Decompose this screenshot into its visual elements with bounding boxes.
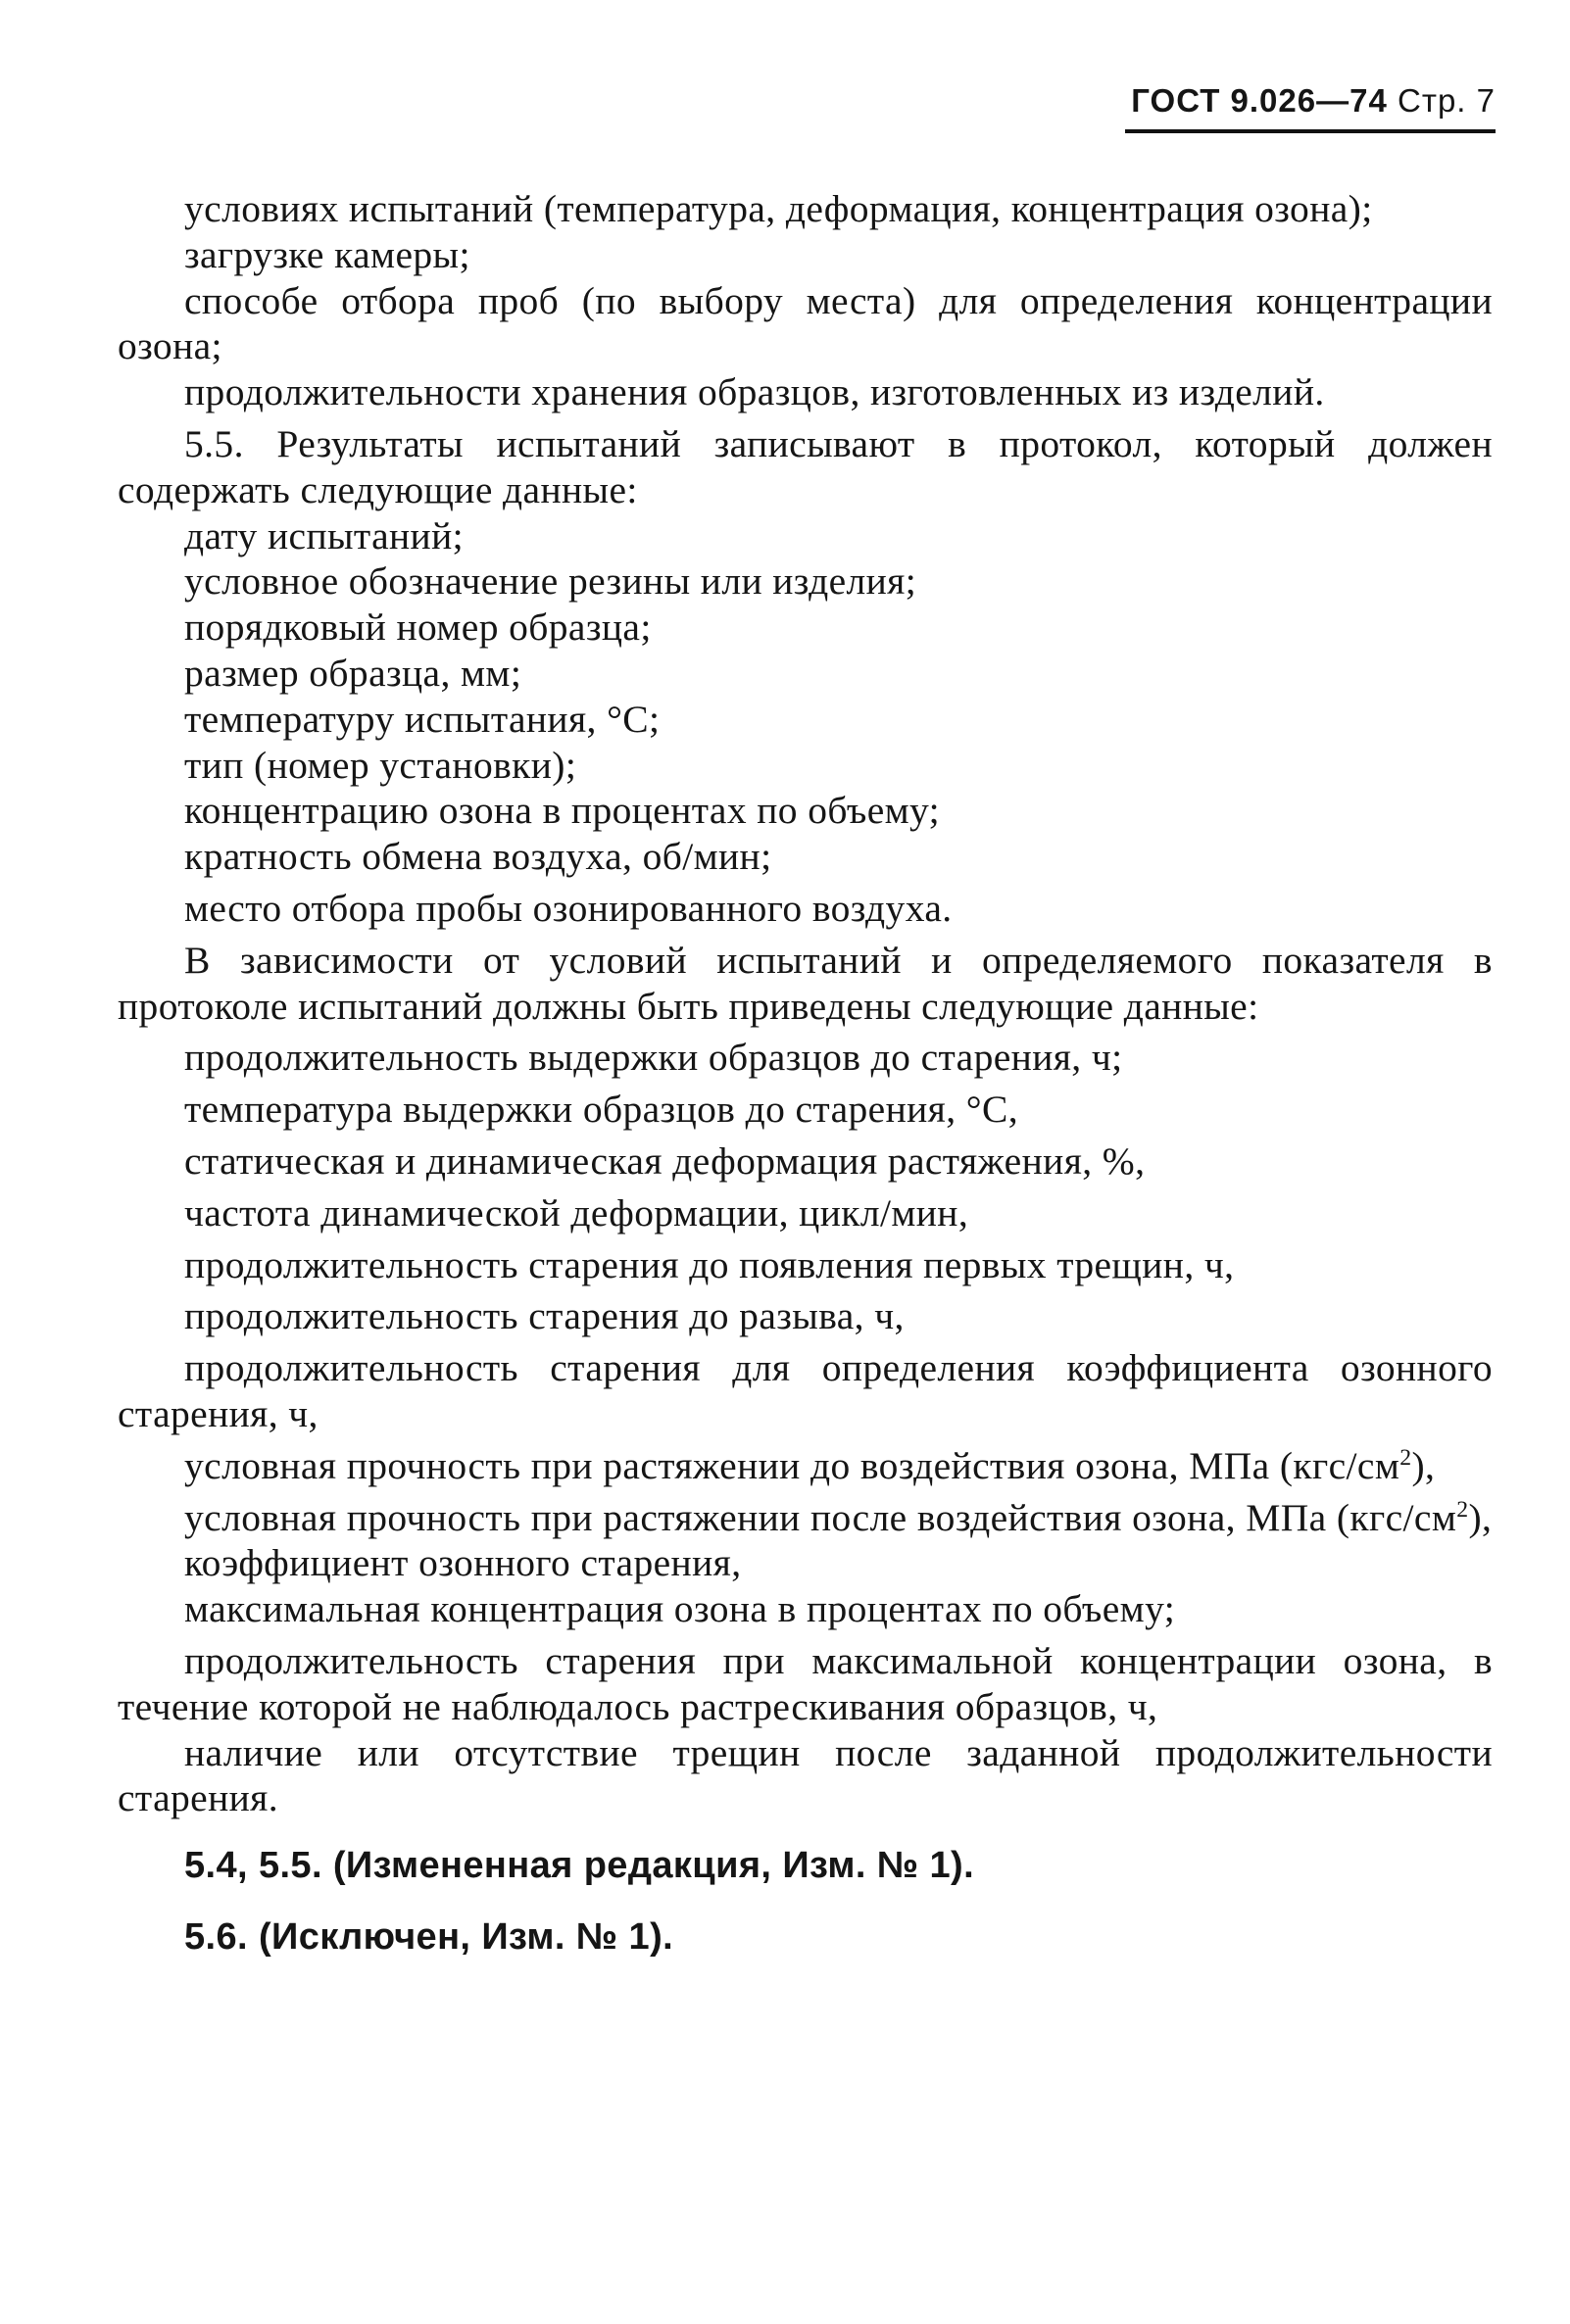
list-item: максимальная концентрация озона в процентах по объему; [184,1587,1176,1631]
list-item-text: условная прочность при растяжении до воздействия озона, [184,1443,1179,1487]
unit-exponent: 2 [1456,1496,1469,1523]
list-item: продолжительность старения до появления первых трещин, ч, [184,1242,1235,1286]
unit-exponent: 2 [1399,1444,1412,1471]
paragraph: продолжительности хранения образцов, изготовленных из изделий. [184,370,1325,414]
paragraph: способе отбора проб (по выбору места) для определения концентрации озона; [118,278,1493,368]
unit-mpa: МПа (кгс/см [1246,1495,1457,1539]
list-item: коэффициент озонного старения, [184,1541,742,1585]
list-item: продолжительность выдержки образцов до старения, ч; [184,1036,1123,1080]
list-item [118,1495,1493,1541]
list-item: место отбора пробы озонированного воздуха. [184,886,953,930]
list-item: продолжительность старения до разыва, ч, [184,1294,905,1338]
list-item: размер образца, мм; [184,651,522,695]
list-item: дату испытаний; [184,513,464,557]
list-item [118,1443,1493,1489]
unit-suffix: ), [1411,1443,1436,1487]
unit-mpa: МПа (кгс/см [1189,1443,1400,1487]
list-item: тип (номер установки); [184,743,577,787]
page-header [1131,82,1496,120]
paragraph: условиях испытаний (температура, деформация, концентрация озона); [184,187,1373,230]
list-item-text: условная прочность при растяжении после воздействия озона, [184,1495,1236,1539]
list-item: продолжительность старения при максимальной концентрации озона, в течение которой не наблюдалось растрескивания образцов, ч, [118,1638,1493,1728]
list-item: концентрацию озона в процентах по объему; [184,789,941,833]
page-body [118,186,1493,1961]
list-item: порядковый номер образца; [184,605,652,650]
paragraph: загрузке камеры; [184,232,470,276]
header-rule [1125,129,1496,133]
standard-number: ГОСТ 9.026—74 [1131,82,1388,119]
page-number: Стр. 7 [1398,82,1496,119]
list-item: наличие или отсутствие трещин после заданной продолжительности старения. [118,1730,1493,1820]
amendment-note: 5.4, 5.5. (Измененная редакция, Изм. № 1). [184,1845,975,1887]
amendment-note: 5.6. (Исключен, Изм. № 1). [184,1915,674,1958]
section-paragraph: 5.5. Результаты испытаний записывают в протокол, который должен содержать следующие данные: [118,421,1493,511]
paragraph: В зависимости от условий испытаний и определяемого показателя в протоколе испытаний должны быть приведены следующие данные: [118,938,1493,1028]
list-item: кратность обмена воздуха, об/мин; [184,835,772,879]
list-item: температуру испытания, °С; [184,697,661,741]
list-item: частота динамической деформации, цикл/мин, [184,1190,969,1235]
list-item: продолжительность старения для определения коэффициента озонного старения, ч, [118,1346,1493,1435]
list-item: статическая и динамическая деформация растяжения, %, [184,1138,1146,1183]
list-item: условное обозначение резины или изделия; [184,559,917,604]
list-item: температура выдержки образцов до старения, °С, [184,1088,1019,1132]
unit-suffix: ), [1468,1495,1493,1539]
